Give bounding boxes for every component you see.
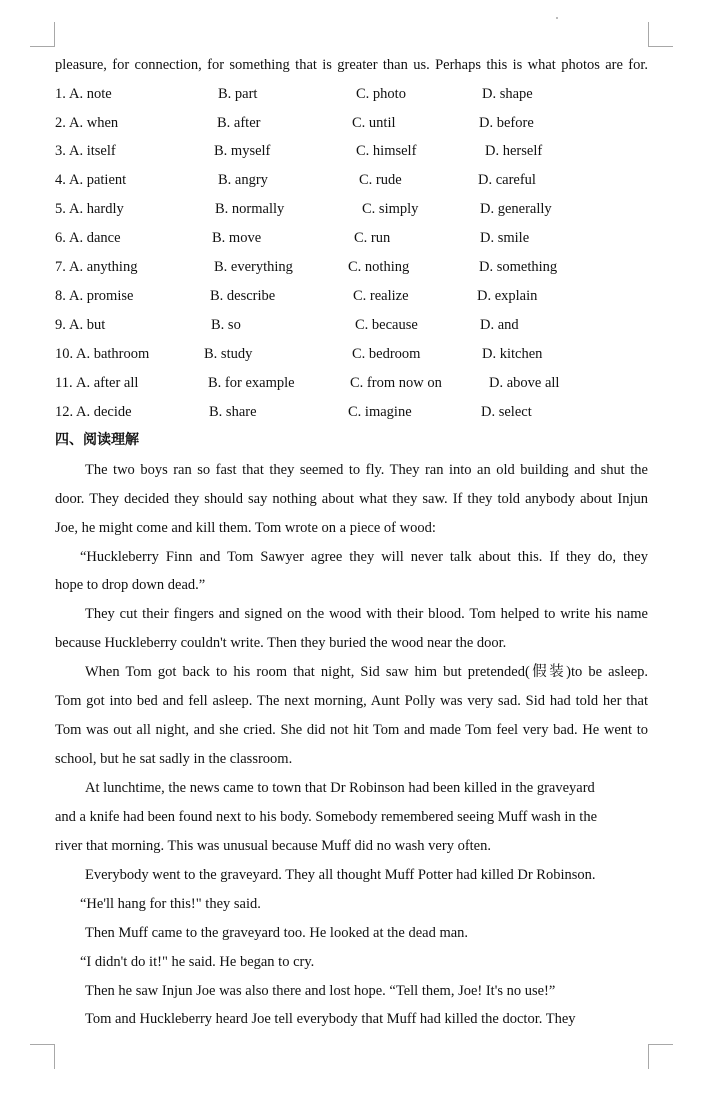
option-c: C. photo	[356, 86, 406, 102]
passage-line: When Tom got back to his room that night, Sid saw him but pretended(假装)to be asleep.	[85, 664, 648, 680]
question-number: 7.	[55, 259, 66, 275]
option-a: A. but	[69, 317, 106, 333]
option-c: C. bedroom	[352, 346, 421, 362]
passage-line: They cut their fingers and signed on the wood with their blood. Tom helped to write his name	[85, 606, 648, 622]
option-b: B. move	[212, 230, 262, 246]
passage-line: At lunchtime, the news came to town that Dr Robinson had been killed in the graveyard	[85, 780, 595, 796]
passage-line: school, but he sat sadly in the classroom.	[55, 751, 293, 767]
option-d: D. before	[479, 115, 534, 131]
option-c: C. because	[355, 317, 418, 333]
option-b: B. so	[211, 317, 241, 333]
passage-line: Then he saw Injun Joe was also there and lost hope. “Tell them, Joe! It's no use!”	[85, 983, 556, 999]
passage-line: Tom was out all night, and she cried. She did not hit Tom and made Tom feel very bad. He went to	[55, 722, 648, 738]
option-c: C. from now on	[350, 375, 442, 391]
option-b: B. angry	[218, 172, 268, 188]
option-d: D. herself	[485, 143, 543, 159]
passage-line: “He'll hang for this!" they said.	[80, 896, 261, 912]
option-b: B. part	[218, 86, 258, 102]
intro-line: pleasure, for connection, for something that is greater than us. Perhaps this is what photos are for.	[55, 57, 648, 73]
question-number: 10.	[55, 346, 74, 362]
option-d: D. select	[481, 404, 532, 420]
page-corner-mark-bottom-right	[648, 1044, 673, 1069]
page-corner-mark-top-right	[648, 22, 673, 47]
option-d: D. generally	[480, 201, 552, 217]
option-b: B. normally	[215, 201, 285, 217]
option-d: D. shape	[482, 86, 533, 102]
question-number: 1.	[55, 86, 66, 102]
option-b: B. describe	[210, 288, 276, 304]
passage-line: Tom got into bed and fell asleep. The next morning, Aunt Polly was very sad. Sid had told her that	[55, 693, 648, 709]
option-c: C. nothing	[348, 259, 410, 275]
option-a: A. itself	[69, 143, 116, 159]
question-number: 11.	[55, 375, 73, 391]
option-a: A. note	[69, 86, 112, 102]
page-corner-mark-top-left	[30, 22, 55, 47]
question-number: 6.	[55, 230, 66, 246]
option-c: C. rude	[359, 172, 402, 188]
passage-line: river that morning. This was unusual because Muff did no wash very often.	[55, 838, 491, 854]
option-b: B. after	[217, 115, 261, 131]
passage-line: hope to drop down dead.”	[55, 577, 206, 593]
question-number: 2.	[55, 115, 66, 131]
question-number: 9.	[55, 317, 66, 333]
passage-line: and a knife had been found next to his body. Somebody remembered seeing Muff wash in the	[55, 809, 598, 825]
option-c: C. until	[352, 115, 396, 131]
passage-line: Everybody went to the graveyard. They all thought Muff Potter had killed Dr Robinson.	[85, 867, 596, 883]
option-a: A. promise	[69, 288, 134, 304]
question-number: 8.	[55, 288, 66, 304]
option-c: C. run	[354, 230, 391, 246]
option-a: A. dance	[69, 230, 121, 246]
option-a: A. decide	[76, 404, 132, 420]
question-number: 3.	[55, 143, 66, 159]
option-b: B. for example	[208, 375, 295, 391]
option-b: B. myself	[214, 143, 271, 159]
question-number: 5.	[55, 201, 66, 217]
option-d: D. kitchen	[482, 346, 543, 362]
option-d: D. explain	[477, 288, 538, 304]
option-a: A. patient	[69, 172, 127, 188]
passage-line: The two boys ran so fast that they seemed to fly. They ran into an old building and shut the	[85, 462, 648, 478]
passage-line: Then Muff came to the graveyard too. He looked at the dead man.	[85, 925, 469, 941]
section-heading: 四、阅读理解	[55, 432, 139, 448]
passage-line: “I didn't do it!" he said. He began to cry.	[80, 954, 315, 970]
option-d: D. careful	[478, 172, 536, 188]
option-a: A. hardly	[69, 201, 124, 217]
option-b: B. share	[209, 404, 257, 420]
option-c: C. imagine	[348, 404, 412, 420]
option-c: C. himself	[356, 143, 417, 159]
option-c: C. simply	[362, 201, 419, 217]
option-b: B. everything	[214, 259, 293, 275]
passage-line: “Huckleberry Finn and Tom Sawyer agree they will never talk about this. If they do, they	[80, 549, 648, 565]
option-d: D. smile	[480, 230, 530, 246]
passage-line: door. They decided they should say nothing about what they saw. If they told anybody about Injun	[55, 491, 648, 507]
page-corner-mark-bottom-left	[30, 1044, 55, 1069]
option-b: B. study	[204, 346, 253, 362]
option-a: A. anything	[69, 259, 138, 275]
option-d: D. above all	[489, 375, 560, 391]
option-a: A. after all	[76, 375, 139, 391]
question-number: 12.	[55, 404, 74, 420]
option-c: C. realize	[353, 288, 409, 304]
passage-line: Joe, he might come and kill them. Tom wrote on a piece of wood:	[55, 520, 436, 536]
option-d: D. and	[480, 317, 519, 333]
question-number: 4.	[55, 172, 66, 188]
page-dot	[556, 17, 558, 19]
option-a: A. when	[69, 115, 119, 131]
option-a: A. bathroom	[76, 346, 150, 362]
option-d: D. something	[479, 259, 558, 275]
passage-line: because Huckleberry couldn't write. Then they buried the wood near the door.	[55, 635, 507, 651]
passage-line: Tom and Huckleberry heard Joe tell everybody that Muff had killed the doctor. They	[85, 1011, 576, 1027]
